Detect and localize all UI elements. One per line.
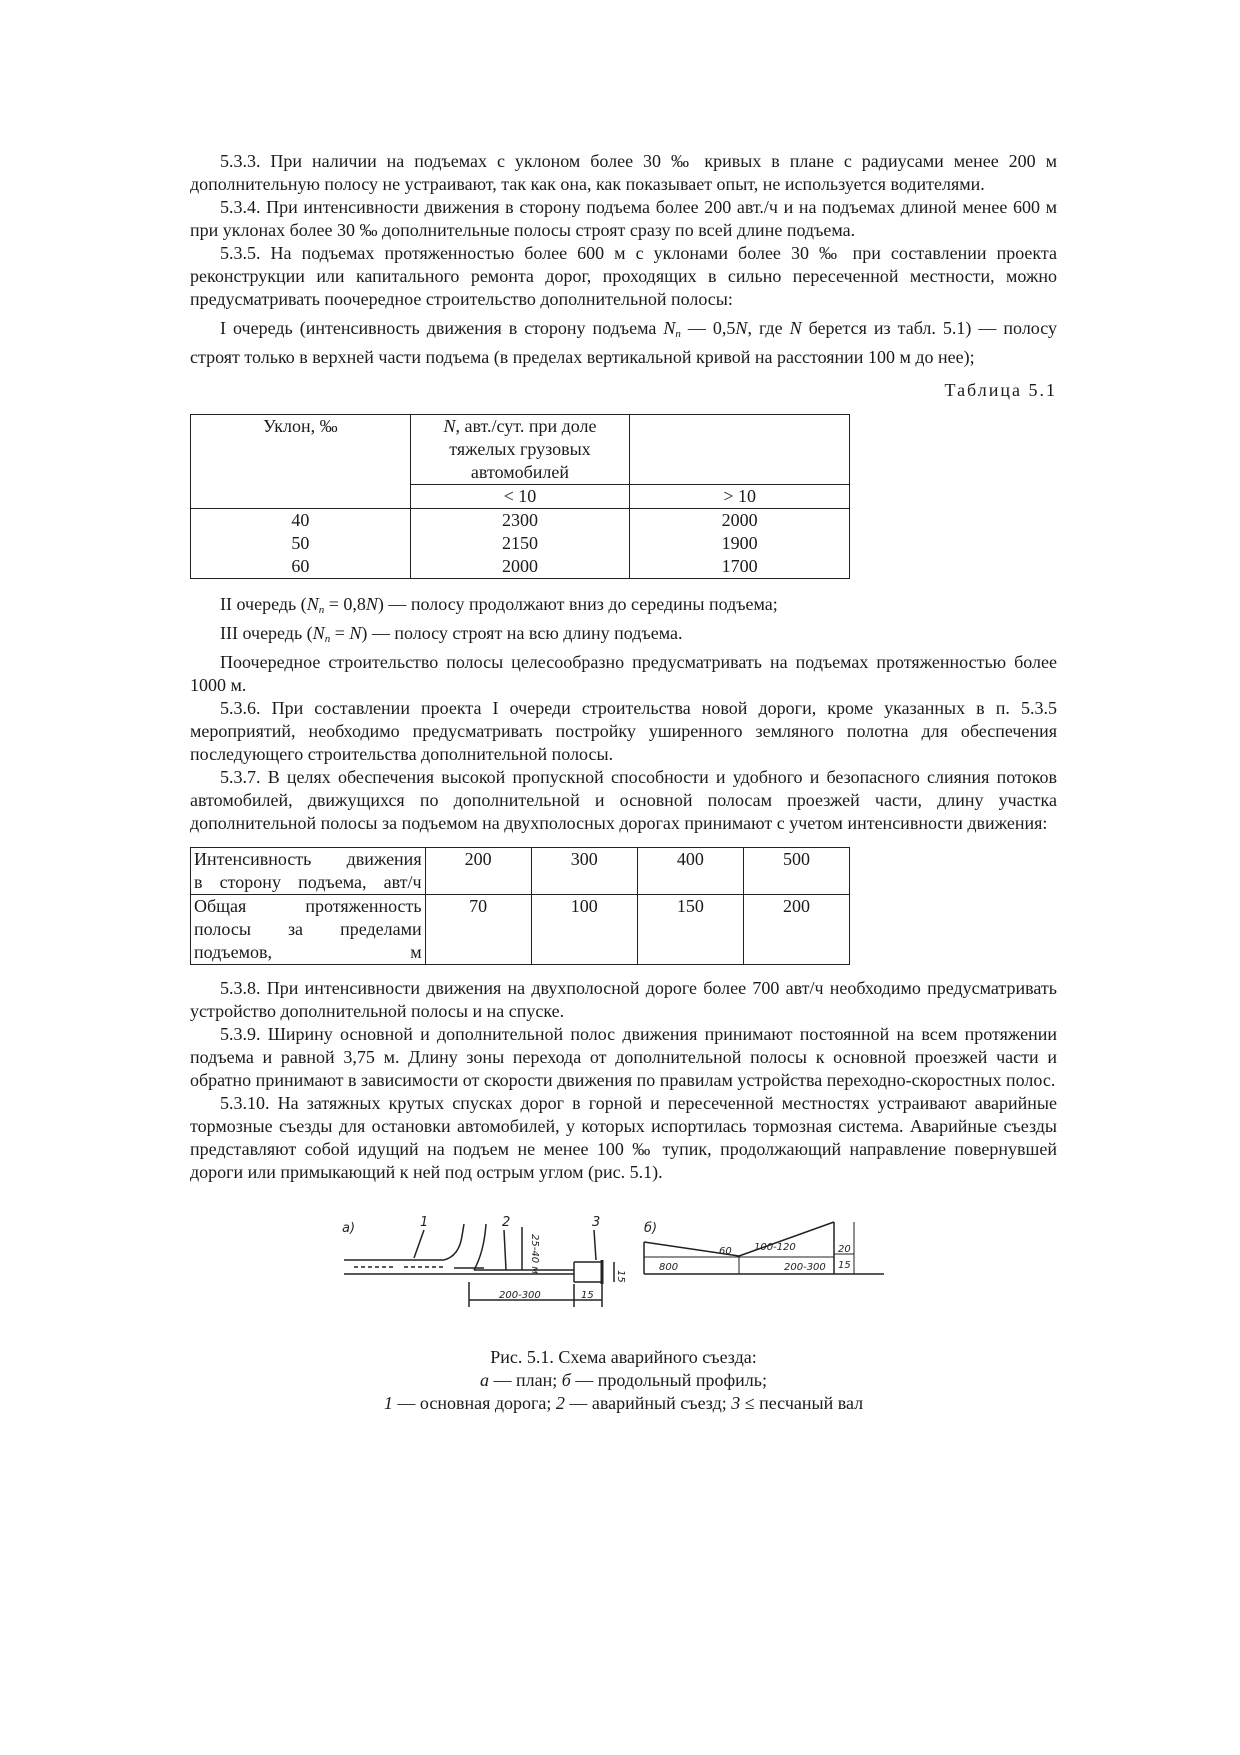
figure-label-a: а) bbox=[341, 1221, 355, 1236]
ramp-curve-inner bbox=[474, 1224, 486, 1270]
figure-caption bbox=[190, 1346, 1057, 1415]
figure-caption-line-3: 1 — основная дорога; 2 — аварийный съезд; 3 ≤ песчаный вал bbox=[383, 1393, 864, 1413]
table1-slope: 60 bbox=[191, 555, 411, 579]
figure-label-b: б) bbox=[643, 1221, 657, 1236]
table2-cell: 70 bbox=[425, 895, 531, 965]
table2-row1-label: Интенсивность движения в сторону подъема, авт/ч bbox=[191, 848, 426, 895]
paragraph-5-3-6: 5.3.6. При составлении проекта I очереди строительства новой дороги, кроме указанных в п. 5.3.5 мероприятий, необходимо предусматривать постройку уширенного земляного полотна для обеспечения последующего строительства дополнительной полосы. bbox=[190, 698, 1057, 764]
paragraph-5-3-4: 5.3.4. При интенсивности движения в сторону подъема более 200 авт./ч и на подъемах длиной менее 600 м при уклонах более 30 ‰ дополнительные полосы строят сразу по всей длине подъема. bbox=[190, 197, 1057, 240]
dimension-15-vertical: 15 bbox=[614, 1270, 626, 1283]
table-5-1-caption: Таблица 5.1 bbox=[944, 380, 1057, 400]
table-row bbox=[191, 848, 850, 895]
table1-sub-less10: < 10 bbox=[410, 485, 630, 509]
paragraph-5-3-8: 5.3.8. При интенсивности движения на двухполосной дороге более 700 авт/ч необходимо предусматривать устройство дополнительной полосы и на спуске. bbox=[190, 978, 1057, 1021]
leader-line bbox=[594, 1230, 596, 1260]
table1-header-n: N, авт./сут. при доле тяжелых грузовых автомобилей bbox=[410, 415, 630, 485]
table1-header-slope-cont bbox=[191, 485, 411, 509]
table-5-1 bbox=[190, 414, 850, 579]
table1-header-empty bbox=[630, 415, 850, 485]
figure-number-3: 3 bbox=[591, 1215, 600, 1230]
table-row bbox=[191, 555, 850, 579]
figure-caption-title: Рис. 5.1. Схема аварийного съезда: bbox=[490, 1347, 757, 1367]
figure-number-1: 1 bbox=[419, 1215, 428, 1230]
leader-line bbox=[414, 1230, 424, 1258]
table2-cell: 100 bbox=[531, 895, 637, 965]
paragraph-5-3-9: 5.3.9. Ширину основной и дополнительной полос движения принимают постоянной на всем протяжении подъема и равной 3,75 м. Длину зоны перехода от дополнительной полосы к основной проезжей части и обратно принимают в зависимости от скорости движения по правилам устройства переходно-скоростных полос. bbox=[190, 1024, 1057, 1090]
figure-number-2: 2 bbox=[501, 1215, 510, 1230]
paragraph-stage-2: II очередь $(N_n = 0,8N)$ — полосу продолжают вниз до середины подъема; bbox=[220, 594, 778, 616]
table1-sub-more10: > 10 bbox=[630, 485, 850, 509]
profile-800: 800 bbox=[658, 1262, 678, 1273]
table2-row2-label: Общая протяженность полосы за пределами подъемов, м bbox=[191, 895, 426, 965]
paragraph-stage-1: I очередь (интенсивность движения в сторону подъема $N_n$ — 0,5N, где N берется из табл. 5.1) — полосу строят только в верхней части подъема (в пределах вертикальной кривой на расстоянии 100 м до нее); bbox=[190, 318, 1058, 367]
document-page bbox=[190, 150, 1057, 1415]
profile-60: 60 bbox=[718, 1246, 732, 1257]
emergency-ramp-diagram bbox=[334, 1212, 914, 1322]
paragraph-staged-construction: Поочередное строительство полосы целесообразно предусматривать на подъемах протяженностью более 1000 м. bbox=[190, 652, 1057, 695]
table2-cell: 300 bbox=[531, 848, 637, 895]
table1-value-b: 1900 bbox=[630, 532, 850, 555]
paragraph-stage-3: III очередь $(N_n = N)$ — полосу строят на всю длину подъема. bbox=[220, 623, 683, 645]
table1-value-a: 2300 bbox=[410, 509, 630, 533]
table-row bbox=[191, 895, 850, 965]
table-row bbox=[191, 509, 850, 533]
table1-value-a: 2150 bbox=[410, 532, 630, 555]
paragraph-5-3-10: 5.3.10. На затяжных крутых спусках дорог в горной и пересеченной местностях устраивают аварийные тормозные съезды для остановки автомобилей, у которых испортилась тормозная система. Аварийные съезды представляют собой идущий на подъем не менее 100 ‰ тупик, продолжающий направление повернувшей дороги или примыкающий к ней под острым углом (рис. 5.1). bbox=[190, 1093, 1057, 1182]
table2-cell: 400 bbox=[637, 848, 743, 895]
paragraph-5-3-7: 5.3.7. В целях обеспечения высокой пропускной способности и удобного и безопасного слияния потоков автомобилей, движущихся по дополнительной и основной полосам проезжей части, длину участка дополнительной полосы за подъемом на двухполосных дорогах принимают с учетом интенсивности движения: bbox=[190, 767, 1057, 833]
paragraph-5-3-5: 5.3.5. На подъемах протяженностью более 600 м с уклонами более 30 ‰ при составлении проекта реконструкции или капитального ремонта дорог, проходящих в сильно пересеченной местности, можно предусматривать поочередное строительство дополнительной полосы: bbox=[190, 243, 1057, 309]
table1-slope: 40 bbox=[191, 509, 411, 533]
table-extra-lane-length bbox=[190, 847, 850, 965]
figure-5-1 bbox=[190, 1212, 1057, 1328]
paragraph-5-3-3: 5.3.3. При наличии на подъемах с уклоном более 30 ‰ кривых в плане с радиусами менее 200 м дополнительную полосу не устраивают, так как она, как показывает опыт, не используется водителями. bbox=[190, 151, 1057, 194]
table1-value-b: 1700 bbox=[630, 555, 850, 579]
table-row bbox=[191, 532, 850, 555]
table1-slope: 50 bbox=[191, 532, 411, 555]
dimension-200-300: 200-300 bbox=[498, 1290, 541, 1301]
table2-cell: 200 bbox=[743, 895, 849, 965]
table2-cell: 200 bbox=[425, 848, 531, 895]
profile-20: 20 bbox=[837, 1244, 851, 1255]
table2-cell: 150 bbox=[637, 895, 743, 965]
table1-value-b: 2000 bbox=[630, 509, 850, 533]
figure-caption-line-2: а — план; б — продольный профиль; bbox=[479, 1370, 768, 1390]
profile-15: 15 bbox=[837, 1260, 851, 1271]
ramp-curve-outer bbox=[444, 1224, 464, 1260]
dimension-15-horizontal: 15 bbox=[580, 1290, 594, 1301]
dimension-25-40: 25-40 м bbox=[528, 1234, 540, 1274]
table1-header-slope: Уклон, ‰ bbox=[191, 415, 411, 485]
profile-200-300: 200-300 bbox=[783, 1262, 826, 1273]
table2-cell: 500 bbox=[743, 848, 849, 895]
profile-100-120: 100-120 bbox=[753, 1242, 796, 1253]
leader-line bbox=[504, 1230, 506, 1270]
table1-value-a: 2000 bbox=[410, 555, 630, 579]
